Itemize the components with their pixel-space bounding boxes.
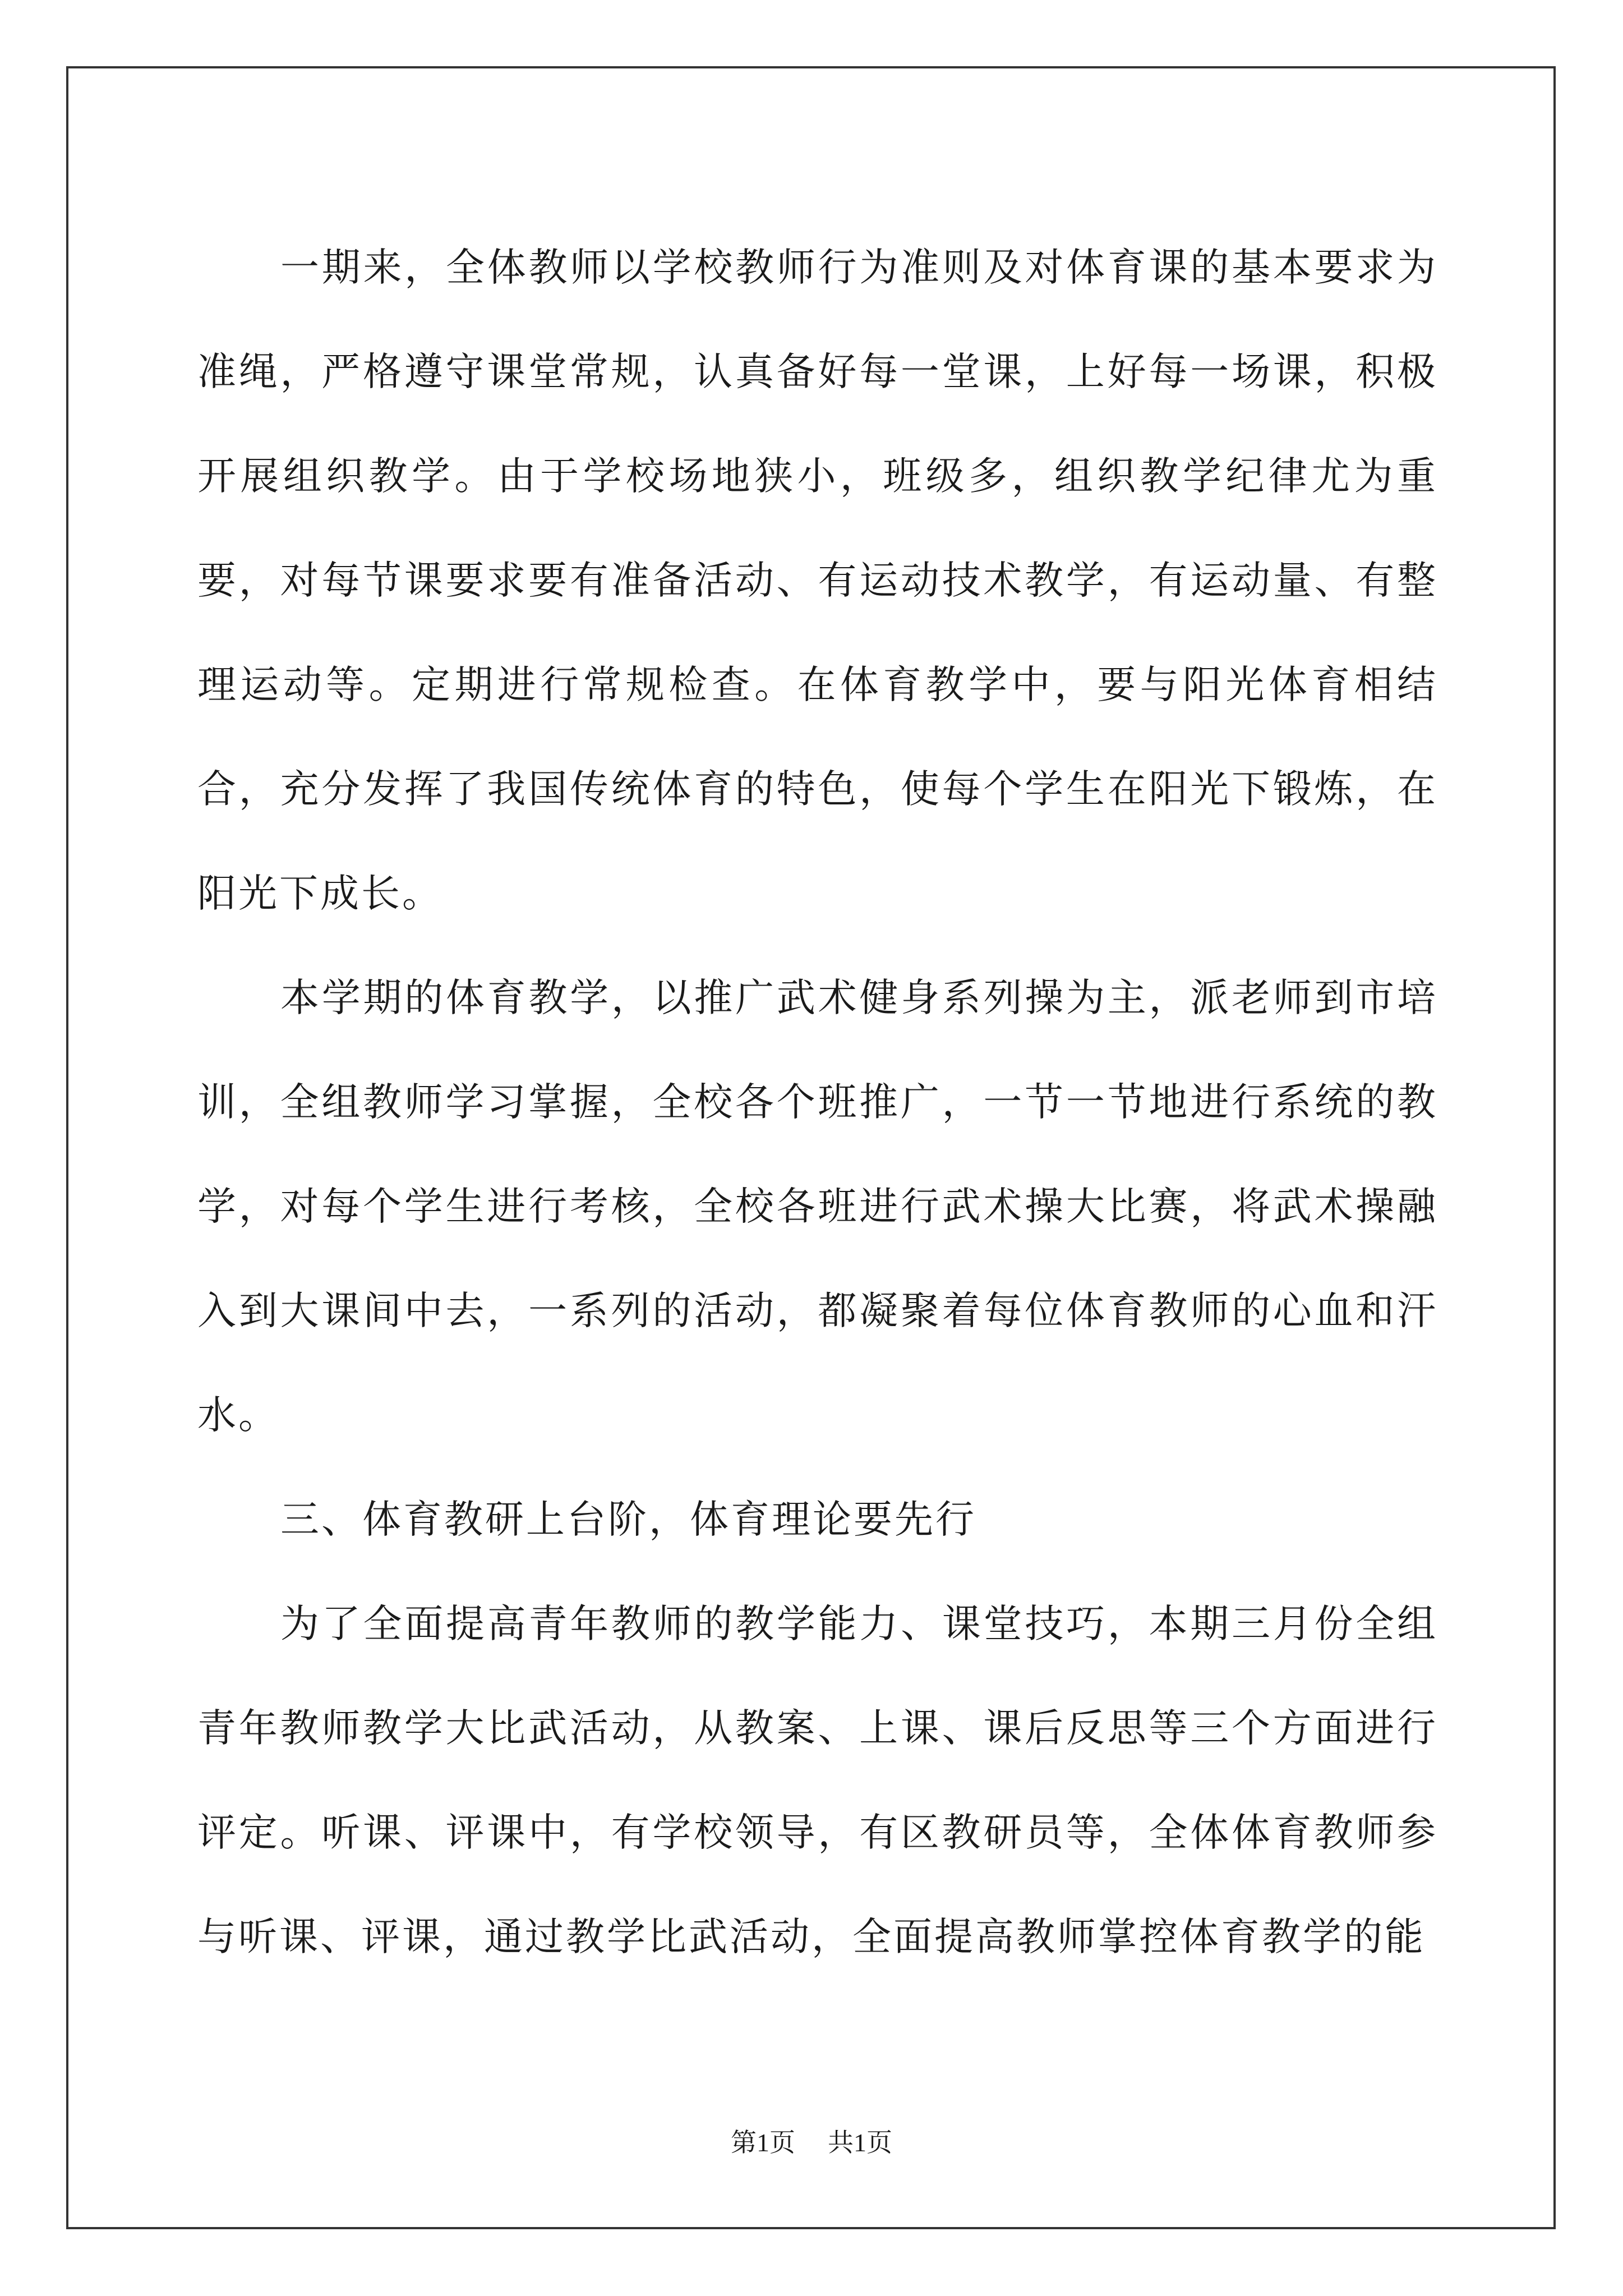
page-footer: [0, 2126, 1623, 2160]
paragraph: 为了全面提高青年教师的教学能力、课堂技巧，本期三月份全组青年教师教学大比武活动，从教案、上课、课后反思等三个方面进行评定。听课、评课中，有学校领导，有区教研员等，全体体育教师参与听课、评课，通过教学比武活动，全面提高教师掌控体育教学的能: [197, 1602, 1438, 1959]
page-number: 第1页: [731, 2128, 795, 2157]
document-body: [197, 215, 1438, 1989]
section-heading: 三、体育教研上台阶，体育理论要先行: [280, 1497, 976, 1542]
page-total: 共1页: [828, 2128, 892, 2157]
paragraph: 一期来，全体教师以学校教师行为准则及对体育课的基本要求为准绳，严格遵守课堂常规，认真备好每一堂课，上好每一场课，积极开展组织教学。由于学校场地狭小，班级多，组织教学纪律尤为重要，对每节课要求要有准备活动、有运动技术教学，有运动量、有整理运动等。定期进行常规检查。在体育教学中，要与阳光体育相结合，充分发挥了我国传统体育的特色，使每个学生在阳光下锻炼，在阳光下成长。: [197, 245, 1438, 916]
paragraph: 本学期的体育教学，以推广武术健身系列操为主，派老师到市培训，全组教师学习掌握，全校各个班推广，一节一节地进行系统的教学，对每个学生进行考核，全校各班进行武术操大比赛，将武术操融入到大课间中去，一系列的活动，都凝聚着每位体育教师的心血和汗水。: [197, 976, 1438, 1438]
